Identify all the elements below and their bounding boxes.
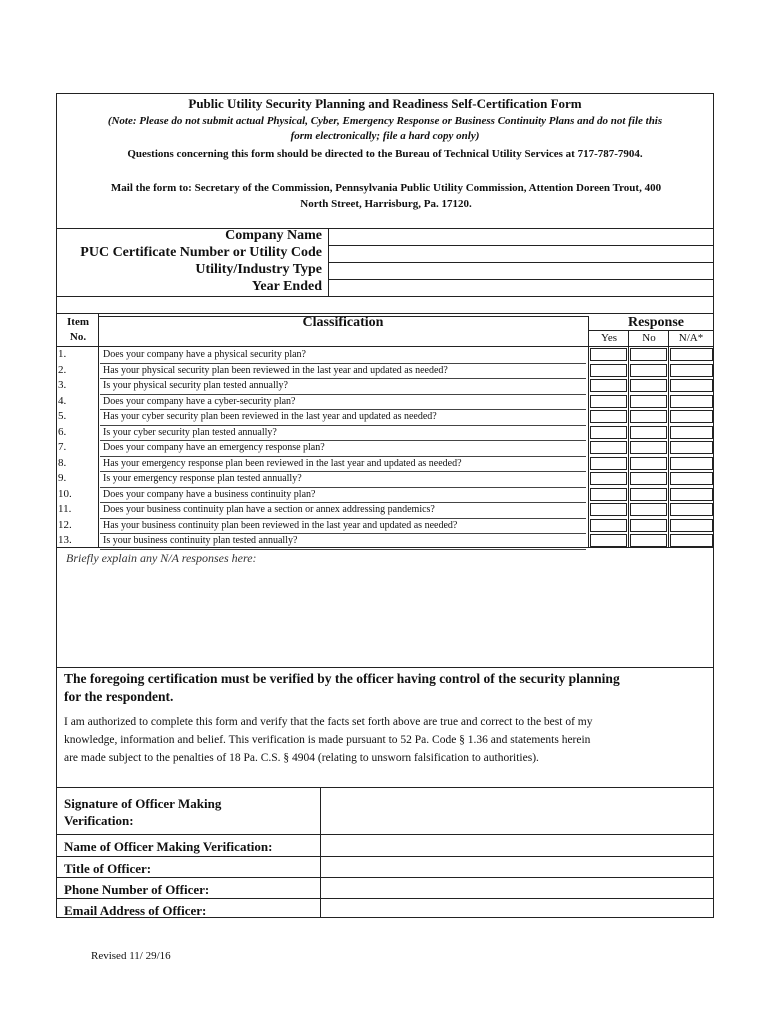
na-checkbox[interactable] — [670, 441, 713, 454]
no-checkbox[interactable] — [630, 488, 667, 501]
question-number: 5. — [58, 410, 67, 422]
na-checkbox[interactable] — [670, 519, 713, 532]
no-checkbox[interactable] — [630, 395, 667, 408]
row-divider — [100, 518, 586, 519]
divider — [56, 296, 714, 297]
question-text: Does your company have a cyber-security plan? — [103, 395, 296, 407]
yes-checkbox[interactable] — [590, 410, 627, 423]
question-text: Does your company have a business continuity plan? — [103, 488, 316, 500]
officer-phone-field[interactable] — [322, 879, 712, 897]
certification-text — [64, 713, 706, 767]
na-checkbox[interactable] — [670, 348, 713, 361]
no-checkbox[interactable] — [630, 457, 667, 470]
certification-heading — [64, 670, 704, 706]
officer-phone-label: Phone Number of Officer: — [64, 882, 210, 897]
item-header: Item — [67, 316, 89, 328]
yes-checkbox[interactable] — [590, 457, 627, 470]
signature-label — [64, 795, 221, 829]
response-header: Response — [627, 315, 684, 330]
company-name-field[interactable] — [329, 229, 713, 245]
no-header: No — [642, 332, 656, 344]
certification-text-line3: are made subject to the penalties of 18 Pa. C.S. § 4904 (relating to unsworn falsification to authorities). — [64, 752, 539, 764]
year-ended-field[interactable] — [329, 280, 713, 296]
question-number: 3. — [58, 379, 67, 391]
signature-field[interactable] — [322, 789, 712, 833]
question-text: Is your cyber security plan tested annually? — [103, 426, 277, 438]
question-text: Does your company have an emergency response plan? — [103, 442, 325, 453]
na-checkbox[interactable] — [670, 426, 713, 439]
question-number: 6. — [58, 425, 67, 438]
year-ended-label: Year Ended — [251, 279, 322, 294]
yes-checkbox[interactable] — [590, 364, 627, 377]
no-checkbox[interactable] — [630, 379, 667, 392]
divider — [56, 856, 714, 857]
no-checkbox[interactable] — [630, 348, 667, 361]
na-checkbox[interactable] — [670, 488, 713, 501]
yes-checkbox[interactable] — [590, 488, 627, 501]
divider — [56, 346, 714, 347]
divider — [56, 787, 714, 788]
officer-title-label: Title of Officer: — [64, 861, 152, 876]
row-divider — [100, 378, 586, 379]
yes-checkbox[interactable] — [590, 348, 627, 361]
row-divider — [100, 471, 586, 472]
officer-email-field[interactable] — [322, 900, 712, 917]
mail-line1: Mail the form to: Secretary of the Commission, Pennsylvania Public Utility Commission, Attention Doreen Trout, 400 — [110, 182, 662, 194]
question-number: 8. — [58, 456, 67, 469]
divider — [588, 330, 714, 331]
na-checkbox[interactable] — [670, 395, 713, 408]
divider — [628, 330, 629, 547]
certificate-number-field[interactable] — [329, 246, 713, 262]
form-note — [70, 114, 700, 144]
officer-name-field[interactable] — [322, 836, 712, 855]
certification-text-line1: I am authorized to complete this form and verify that the facts set forth above are true and correct to the best of my — [64, 716, 593, 728]
form-note-line1: (Note: Please do not submit actual Physical, Cyber, Emergency Response or Business Continuity Plans and do not file this — [107, 115, 663, 127]
yes-checkbox[interactable] — [590, 503, 627, 516]
officer-name-label: Name of Officer Making Verification: — [64, 839, 273, 854]
question-number: 7. — [58, 441, 67, 453]
industry-type-field[interactable] — [329, 263, 713, 279]
classification-header: Classification — [302, 315, 384, 330]
signature-label-line1: Signature of Officer Making — [64, 796, 222, 811]
question-number: 2. — [58, 363, 67, 376]
na-header: N/A* — [678, 332, 704, 344]
na-explain-prompt: Briefly explain any N/A responses here: — [66, 551, 257, 565]
divider — [56, 834, 714, 835]
row-divider — [100, 487, 586, 488]
certification-heading-line2: for the respondent. — [64, 689, 174, 704]
question-text: Is your physical security plan tested annually? — [103, 380, 288, 391]
question-number: 10. — [58, 487, 72, 500]
no-checkbox[interactable] — [630, 503, 667, 516]
question-text: Has your cyber security plan been reviewed in the last year and updated as needed? — [103, 411, 437, 422]
no-checkbox[interactable] — [630, 426, 667, 439]
question-text: Has your emergency response plan been reviewed in the last year and updated as needed? — [103, 457, 462, 469]
row-divider — [100, 363, 586, 364]
yes-checkbox[interactable] — [590, 441, 627, 454]
na-checkbox[interactable] — [670, 472, 713, 485]
question-number: 9. — [58, 472, 67, 484]
form-title: Public Utility Security Planning and Readiness Self-Certification Form — [188, 96, 582, 111]
question-number: 13. — [58, 534, 72, 546]
row-divider — [100, 533, 586, 534]
row-divider — [100, 409, 586, 410]
na-checkbox[interactable] — [670, 379, 713, 392]
yes-checkbox[interactable] — [590, 519, 627, 532]
divider — [56, 313, 714, 314]
no-checkbox[interactable] — [630, 519, 667, 532]
divider — [588, 316, 589, 547]
question-number: 11. — [58, 503, 72, 515]
certificate-number-label: PUC Certificate Number or Utility Code — [80, 245, 322, 260]
yes-checkbox[interactable] — [590, 395, 627, 408]
question-number: 12. — [58, 518, 72, 531]
certification-text-line2: knowledge, information and belief. This verification is made pursuant to 52 Pa. Code § 1.36 and statements herein — [64, 734, 591, 746]
divider — [56, 547, 714, 548]
certification-heading-line1: The foregoing certification must be verified by the officer having control of the security planning — [64, 671, 620, 686]
row-divider — [100, 502, 586, 503]
yes-checkbox[interactable] — [590, 534, 627, 547]
officer-title-field[interactable] — [322, 858, 712, 876]
divider — [56, 877, 714, 878]
divider — [56, 667, 714, 668]
no-checkbox[interactable] — [630, 441, 667, 454]
row-divider — [100, 440, 586, 441]
yes-header: Yes — [600, 332, 617, 344]
signature-label-line2: Verification: — [64, 813, 134, 828]
revised-date: Revised 11/ 29/16 — [91, 950, 171, 962]
divider — [98, 316, 588, 317]
question-number: 1. — [58, 348, 67, 360]
row-divider — [100, 425, 586, 426]
row-divider — [100, 456, 586, 457]
divider — [668, 330, 669, 547]
yes-checkbox[interactable] — [590, 472, 627, 485]
na-checkbox[interactable] — [670, 534, 713, 547]
mail-line2: North Street, Harrisburg, Pa. 17120. — [300, 198, 472, 210]
question-text: Has your business continuity plan been reviewed in the last year and updated as needed? — [103, 519, 458, 531]
industry-type-label: Utility/Industry Type — [195, 262, 322, 277]
item-header-sub: No. — [69, 331, 87, 343]
no-checkbox[interactable] — [630, 364, 667, 377]
question-text: Is your business continuity plan tested annually? — [103, 535, 298, 546]
na-checkbox[interactable] — [670, 410, 713, 423]
row-divider — [100, 549, 586, 550]
question-text: Has your physical security plan been reviewed in the last year and updated as needed? — [103, 364, 448, 376]
question-text: Is your emergency response plan tested annually? — [103, 473, 302, 484]
divider — [98, 313, 99, 547]
na-checkbox[interactable] — [670, 457, 713, 470]
no-checkbox[interactable] — [630, 472, 667, 485]
no-checkbox[interactable] — [630, 410, 667, 423]
question-text: Does your business continuity plan have a section or annex addressing pandemics? — [103, 504, 435, 515]
row-divider — [100, 394, 586, 395]
form-note-line2: form electronically; file a hard copy only) — [290, 130, 480, 142]
na-checkbox[interactable] — [670, 364, 713, 377]
question-text: Does your company have a physical security plan? — [103, 349, 306, 360]
na-checkbox[interactable] — [670, 503, 713, 516]
questions-contact: Questions concerning this form should be directed to the Bureau of Technical Utility Services at 717-787-7904. — [127, 148, 643, 160]
mail-instructions — [66, 180, 706, 212]
officer-email-label: Email Address of Officer: — [64, 903, 207, 918]
divider — [56, 898, 714, 899]
yes-checkbox[interactable] — [590, 426, 627, 439]
question-number: 4. — [58, 394, 67, 407]
na-explain-field[interactable] — [60, 568, 710, 664]
no-checkbox[interactable] — [630, 534, 667, 547]
company-name-label: Company Name — [225, 228, 322, 243]
yes-checkbox[interactable] — [590, 379, 627, 392]
